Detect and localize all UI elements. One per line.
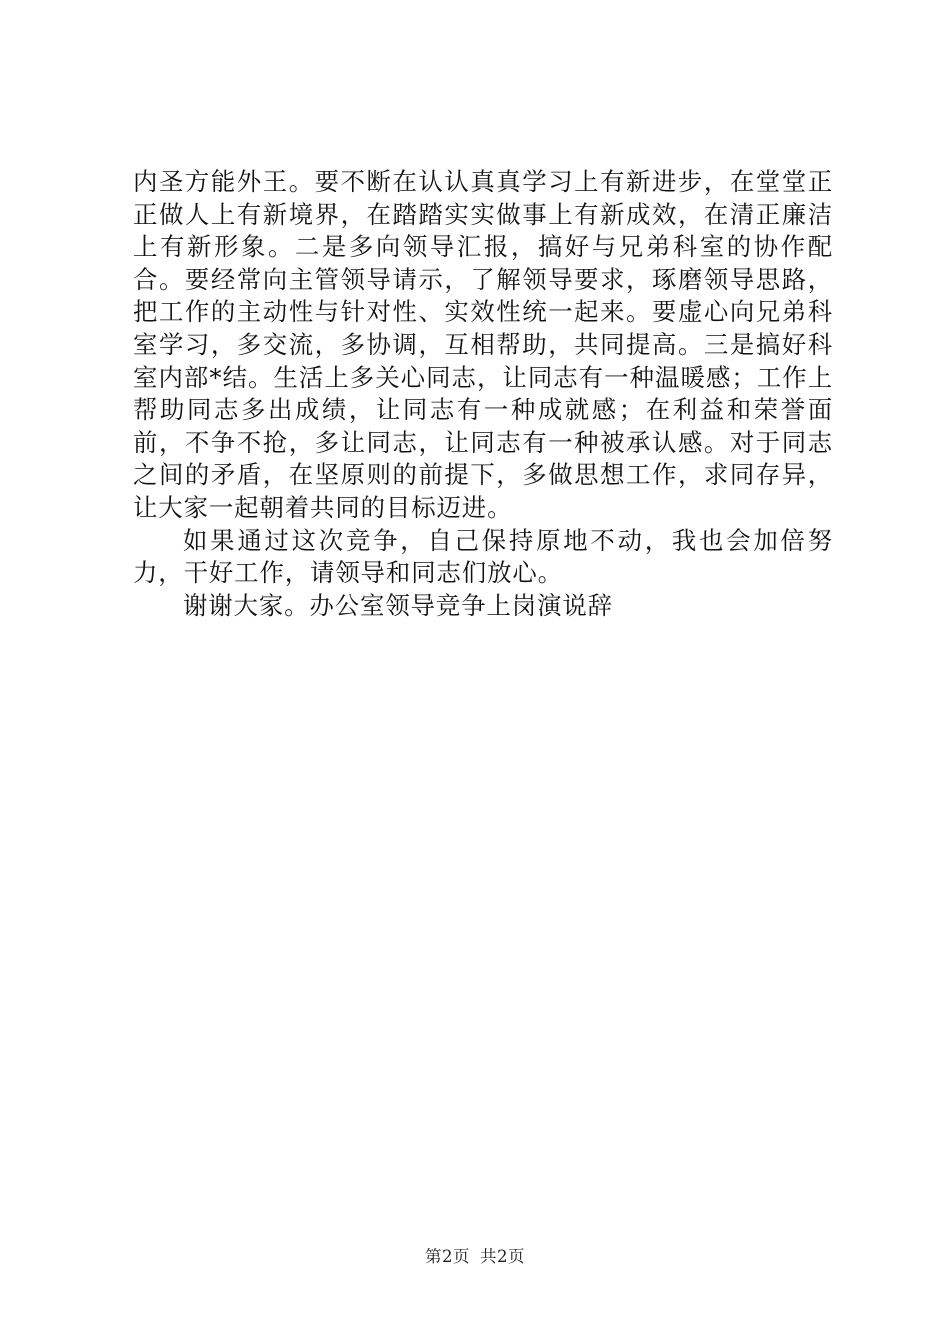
body-paragraph-1: 内圣方能外王。要不断在认认真真学习上有新进步，在堂堂正正做人上有新境界，在踏踏实实做事上有新成效，在清正廉洁上有新形象。二是多向领导汇报，搞好与兄弟科室的协作配合。要经常向主管领导请示，了解领导要求，琢磨领导思路，把工作的主动性与针对性、实效性统一起来。要虚心向兄弟科室学习，多交流，多协调，互相帮助，共同提高。三是搞好科室内部*结。生活上多关心同志，让同志有一种温暖感；工作上帮助同志多出成绩，让同志有一种成就感；在利益和荣誉面前，不争不抢，多让同志，让同志有一种被承认感。对于同志之间的矛盾，在坚原则的前提下，多做思想工作，求同存异，让大家一起朝着共同的目标迈进。 [133,167,833,522]
document-body [133,166,833,622]
body-paragraph-3: 谢谢大家。办公室领导竞争上岗演说辞 [183,590,613,620]
page-number-current: 第2页 [425,1247,470,1266]
body-paragraph-2: 如果通过这次竞争，自己保持原地不动，我也会加倍努力，干好工作，请领导和同志们放心。 [133,525,833,588]
page-number-total: 共2页 [480,1247,525,1266]
page-footer [0,1243,950,1267]
